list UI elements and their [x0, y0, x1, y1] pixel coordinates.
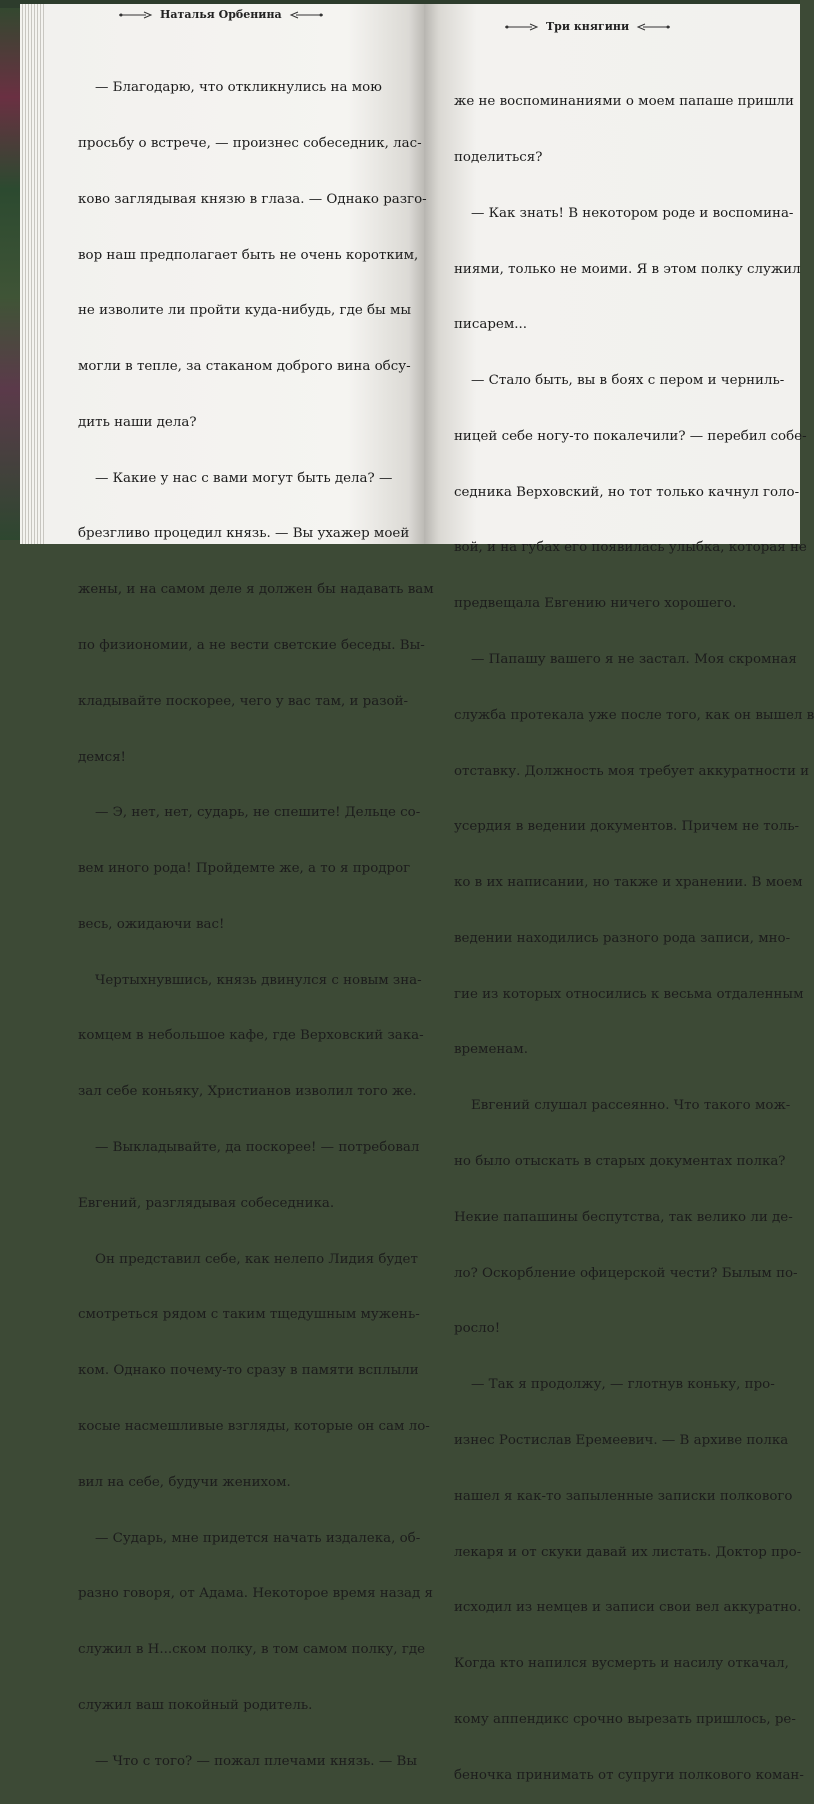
left-page-text	[78, 42, 434, 1790]
text-line: ко в их написании, но также и хранении. В моем	[454, 875, 803, 891]
text-line: служба протекала уже после того, как он вышел в	[454, 707, 814, 723]
text-line: ницей себе ногу-то покалечили? — перебил собе-	[454, 428, 807, 444]
text-line: ково заглядывая князю в глаза. — Однако разго-	[78, 191, 427, 207]
text-line: вор наш предполагает быть не очень коротким,	[78, 247, 419, 263]
text-line: — Благодарю, что откликнулись на мою	[78, 80, 382, 96]
left-running-head-text: Наталья Орбенина	[160, 8, 282, 21]
text-line: жены, и на самом деле я должен бы надавать вам	[78, 582, 434, 598]
text-line: — Как знать! В некотором роде и воспомина-	[454, 205, 794, 221]
text-line: кладывайте поскорее, чего у вас там, и разой-	[78, 693, 409, 709]
text-line: — Какие у нас с вами могут быть дела? —	[78, 470, 393, 486]
text-line: Евгений, разглядывая собеседника.	[78, 1195, 335, 1211]
text-line: — Что с того? — пожал плечами князь. — Вы	[78, 1753, 417, 1769]
text-line: Чертыхнувшись, князь двинулся с новым зна-	[78, 972, 422, 988]
text-line: кому аппендикс срочно вырезать пришлось, ре-	[454, 1711, 796, 1727]
text-line: ком. Однако почему-то сразу в памяти всплыли	[78, 1363, 419, 1379]
text-line: — Стало быть, вы в боях с пером и черниль-	[454, 373, 785, 389]
ornament-arrow-icon	[118, 11, 152, 19]
text-line: просьбу о встрече, — произнес собеседник, лас-	[78, 135, 422, 151]
text-line: — Э, нет, нет, сударь, не спешите! Дельце со-	[78, 805, 421, 821]
text-line: служил в Н...ском полку, в том самом полку, где	[78, 1642, 425, 1658]
text-line: — Так я продолжу, — глотнув коньку, про-	[454, 1377, 775, 1393]
text-line: ло? Оскорбление офицерской чести? Былым по-	[454, 1265, 798, 1281]
text-line: зал себе коньяку, Христианов изволил того же.	[78, 1084, 417, 1100]
text-line: — Сударь, мне придется начать издалека, об-	[78, 1530, 421, 1546]
ornament-arrow-icon	[504, 23, 538, 31]
text-line: но было отыскать в старых документах полка?	[454, 1154, 786, 1170]
right-running-head-text: Три княгини	[546, 20, 630, 33]
text-line: нашел я как-то запыленные записки полкового	[454, 1488, 793, 1504]
text-line: исходил из немцев и записи свои вел аккуратно.	[454, 1600, 802, 1616]
text-line: могли в тепле, за стаканом доброго вина обсу-	[78, 359, 411, 375]
text-line: весь, ожидаючи вас!	[78, 916, 225, 932]
text-line: — Выкладывайте, да поскорее! — потребовал	[78, 1140, 420, 1156]
text-line: поделиться?	[454, 149, 543, 165]
text-line: Евгений слушал рассеянно. Что такого мож-	[454, 1098, 791, 1114]
text-line: служил ваш покойный родитель.	[78, 1697, 313, 1713]
left-running-head	[118, 8, 324, 21]
text-line: вем иного рода! Пройдемте же, а то я продрог	[78, 861, 411, 877]
ornament-arrow-icon	[290, 11, 324, 19]
text-line: вой, и на губах его появилась улыбка, которая не	[454, 540, 807, 556]
ornament-arrow-icon	[637, 23, 671, 31]
text-line: ведении находились разного рода записи, мно-	[454, 930, 791, 946]
text-line: комцем в небольшое кафе, где Верховский зака-	[78, 1028, 424, 1044]
text-line: усердия в ведении документов. Причем не толь-	[454, 819, 800, 835]
text-line: предвещала Евгению ничего хорошего.	[454, 596, 737, 612]
text-line: смотреться рядом с таким тщедушным мужень-	[78, 1307, 420, 1323]
text-line: росло!	[454, 1321, 501, 1337]
right-running-head	[504, 20, 671, 33]
text-line: не изволите ли пройти куда-нибудь, где бы мы	[78, 303, 412, 319]
text-line: демся!	[78, 749, 126, 765]
text-line: Он представил себе, как нелепо Лидия будет	[78, 1251, 418, 1267]
text-line: же не воспоминаниями о моем папаше пришли	[454, 94, 794, 110]
text-line: по физиономии, а не вести светские беседы. Вы-	[78, 638, 425, 653]
text-line: беночка принимать от супруги полкового коман-	[454, 1767, 804, 1783]
text-line: отставку. Должность моя требует аккуратности и	[454, 763, 810, 779]
text-line: изнес Ростислав Еремеевич. — В архиве полка	[454, 1432, 789, 1448]
text-line: временам.	[454, 1042, 528, 1058]
text-line: косые насмешливые взгляды, которые он сам ло-	[78, 1418, 430, 1434]
text-line: Некие папашины беспутства, так велико ли де-	[454, 1209, 793, 1225]
text-line: разно говоря, от Адама. Некоторое время назад я	[78, 1586, 433, 1602]
text-line: лекаря и от скуки давай их листать. Доктор про-	[454, 1544, 802, 1560]
right-page-text	[454, 56, 814, 1804]
text-line: ниями, только не моими. Я в этом полку служил	[454, 261, 801, 277]
text-line: седника Верховский, но тот только качнул голо-	[454, 484, 800, 500]
text-line: Когда кто напился вусмерть и насилу откачал,	[454, 1656, 789, 1672]
text-line: гие из которых относились к весьма отдаленным	[454, 986, 804, 1002]
text-line: дить наши дела?	[78, 414, 197, 430]
text-line: писарем...	[454, 317, 528, 333]
text-line: вил на себе, будучи женихом.	[78, 1474, 291, 1490]
text-line: брезгливо процедил князь. — Вы ухажер моей	[78, 526, 410, 542]
text-line: — Папашу вашего я не застал. Моя скромная	[454, 652, 797, 667]
